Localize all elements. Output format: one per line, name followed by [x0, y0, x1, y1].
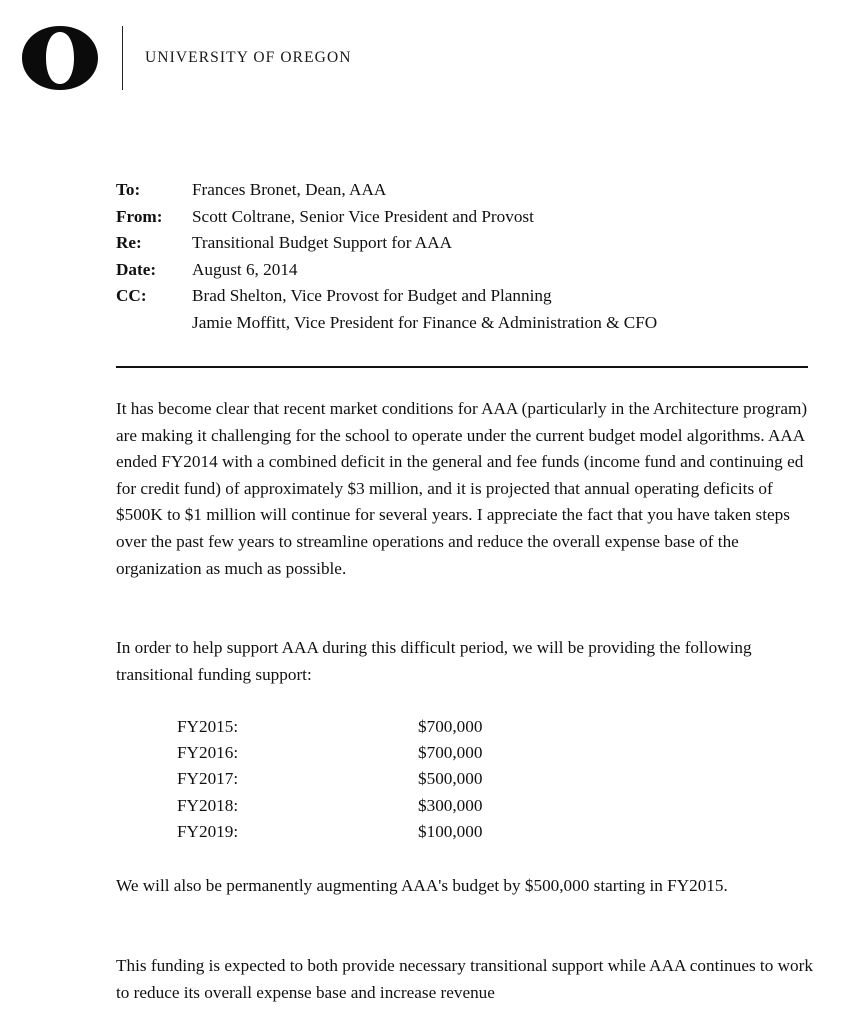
memo-re-row [116, 230, 657, 257]
funding-row [177, 766, 482, 792]
body-paragraph-3: We will also be permanently augmenting AAA's budget by $500,000 starting in FY2015. [116, 876, 728, 895]
funding-row [177, 819, 482, 845]
memo-date-value: August 6, 2014 [192, 259, 298, 279]
funding-year: FY2015: [177, 717, 239, 736]
funding-amount: $100,000 [418, 821, 483, 841]
memo-to-row [116, 177, 657, 204]
memo-from-label: From: [116, 206, 163, 226]
funding-year: FY2017: [177, 769, 239, 789]
memo-cc-row [116, 283, 657, 310]
memo-re-value: Transitional Budget Support for AAA [192, 233, 453, 252]
funding-amount: $500,000 [418, 769, 483, 789]
body-paragraph-2: In order to help support AAA during this difficult period, we will be providing the following transitional funding support: [116, 638, 752, 684]
memo-re-label: Re: [116, 233, 142, 252]
funding-year: FY2019: [177, 821, 239, 841]
funding-schedule [177, 714, 482, 845]
memo-cc-label: CC: [116, 286, 147, 305]
university-name: UNIVERSITY OF OREGON [145, 49, 352, 66]
body-paragraph-1: It has become clear that recent market conditions for AAA (particularly in the Architecture program) are making it challenging for the school to operate under the current budget model algorithms. AAA ended FY2014 with a combined deficit in the general and fee funds (income fund and continuing ed for credit fund) of approximately $3 million, and it is projected that annual operating deficits of $500K to $1 million will continue for several years. I appreciate the fact that you have taken steps over the past few years to streamline operations and reduce the overall expense base of the organization as much as possible. [116, 399, 808, 578]
funding-year: FY2016: [177, 743, 239, 763]
memo-cc-value: Brad Shelton, Vice Provost for Budget and Planning [192, 286, 552, 305]
memo-from-row [116, 204, 657, 231]
memo-header [116, 177, 657, 336]
memo-from-value: Scott Coltrane, Senior Vice President and Provost [192, 206, 534, 226]
body-paragraph-4: This funding is expected to both provide necessary transitional support while AAA continues to work to reduce its overall expense base and increase revenue [116, 956, 813, 1002]
memo-cc-row-2 [116, 310, 657, 337]
memo-date-label: Date: [116, 259, 157, 279]
funding-year: FY2018: [177, 795, 239, 815]
funding-amount: $700,000 [418, 717, 483, 736]
funding-row [177, 793, 482, 819]
memo-to-value: Frances Bronet, Dean, AAA [192, 180, 387, 199]
funding-amount: $700,000 [418, 743, 483, 763]
funding-amount: $300,000 [418, 795, 483, 815]
university-logo-o [22, 26, 98, 90]
letterhead-divider [122, 26, 123, 90]
memo-to-label: To: [116, 180, 141, 199]
funding-row [177, 740, 482, 766]
header-rule [116, 366, 808, 368]
funding-row [177, 714, 482, 740]
memo-cc-value-2: Jamie Moffitt, Vice President for Finance & Administration & CFO [192, 312, 658, 332]
memo-date-row [116, 257, 657, 284]
memo-cc-spacer [116, 310, 192, 337]
